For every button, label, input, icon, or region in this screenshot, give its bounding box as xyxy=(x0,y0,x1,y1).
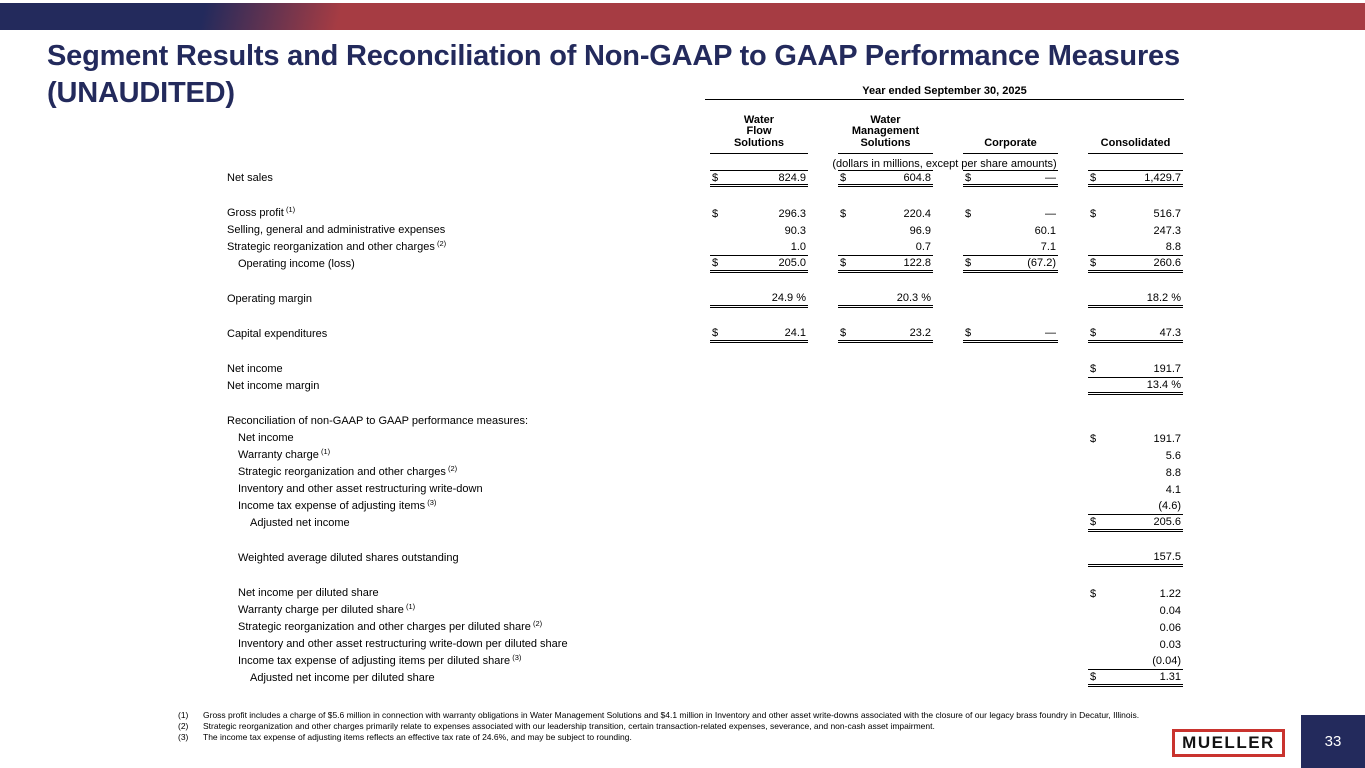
table-row xyxy=(227,670,1184,687)
period-header: Year ended September 30, 2025 xyxy=(705,85,1184,100)
table-cell xyxy=(710,239,808,256)
row-label: Adjusted net income xyxy=(250,517,350,529)
cell-value: 296.3 xyxy=(778,207,806,220)
table-row xyxy=(227,447,1184,464)
dollar-sign: $ xyxy=(965,207,972,220)
page-number: 33 xyxy=(1324,733,1342,750)
table-cell xyxy=(838,222,933,239)
cell-value: — xyxy=(1045,207,1056,220)
dollar-sign: $ xyxy=(1090,257,1097,269)
table-cell xyxy=(838,256,933,273)
row-label: Gross profit $^{(1)}$ xyxy=(227,205,296,219)
table-rows xyxy=(227,170,1184,687)
footnote-ref: (1) xyxy=(283,205,296,214)
cell-value: 47.3 xyxy=(1159,327,1181,339)
table-cell xyxy=(838,170,933,187)
table-row xyxy=(227,619,1184,636)
cell-value: 122.8 xyxy=(903,257,931,269)
dollar-sign: $ xyxy=(840,171,847,184)
dollar-sign: $ xyxy=(1090,587,1097,600)
table-row xyxy=(227,205,1184,222)
column-header-line: Water xyxy=(870,113,901,126)
dollar-sign: $ xyxy=(1090,327,1097,339)
table-cell xyxy=(1088,361,1183,378)
table-cell xyxy=(710,256,808,273)
table-cell xyxy=(1088,550,1183,567)
cell-value: 205.6 xyxy=(1153,516,1181,528)
table-cell xyxy=(963,326,1058,343)
row-label: Adjusted net income per diluted share xyxy=(250,672,435,684)
table-row xyxy=(227,653,1184,670)
table-cell xyxy=(1088,602,1183,619)
table-cell xyxy=(710,291,808,308)
cell-value: 247.3 xyxy=(1153,224,1181,237)
table-cell xyxy=(710,326,808,343)
footnote-number: (3) xyxy=(178,732,189,742)
logo-text: MUELLER xyxy=(1182,733,1275,752)
table-row xyxy=(227,464,1184,481)
mueller-logo xyxy=(1172,729,1285,757)
dollar-sign: $ xyxy=(965,171,972,184)
table-cell xyxy=(710,222,808,239)
table-cell xyxy=(963,205,1058,222)
table-row xyxy=(227,481,1184,498)
dollar-sign: $ xyxy=(712,207,719,220)
cell-value: 205.0 xyxy=(778,257,806,269)
row-label: Operating margin xyxy=(227,293,312,305)
row-label: Net income xyxy=(238,432,294,444)
table-cell xyxy=(1088,291,1183,308)
table-cell xyxy=(838,291,933,308)
cell-value: 24.9 % xyxy=(771,292,806,304)
row-label: Weighted average diluted shares outstanding xyxy=(238,552,459,564)
cell-value: 824.9 xyxy=(778,171,806,184)
cell-value: 8.8 xyxy=(1165,241,1181,253)
cell-value: 260.6 xyxy=(1153,257,1181,269)
table-row xyxy=(227,602,1184,619)
top-accent-band xyxy=(0,3,1365,30)
column-header-line: Consolidated xyxy=(1100,136,1171,149)
table-cell xyxy=(1088,636,1183,653)
table-cell xyxy=(963,256,1058,273)
cell-value: 24.1 xyxy=(784,327,806,339)
table-cell xyxy=(710,170,808,187)
table-row xyxy=(227,498,1184,515)
row-label: Strategic reorganization and other charges $^{(2)}$ xyxy=(227,239,447,253)
table-row xyxy=(227,326,1184,343)
cell-value: 604.8 xyxy=(903,171,931,184)
cell-value: 1.22 xyxy=(1159,587,1181,600)
footnote-number: (2) xyxy=(178,721,189,731)
footnote-ref: (3) xyxy=(510,653,522,662)
footnote-text: Strategic reorganization and other charges primarily relate to expenses associated with our leadership transition, certain transaction-related expenses, severance, and non-cash asset impairment. xyxy=(203,721,935,731)
table-cell xyxy=(1088,378,1183,395)
row-label: Inventory and other asset restructuring write-down xyxy=(238,483,483,495)
footnote-text: Gross profit includes a charge of $5.6 million in connection with warranty obligations in Water Management Solutions and $4.1 million in Inventory and other asset write-downs associated with the closure of our legacy brass foundry in Decatur, Illinois. xyxy=(203,710,1140,720)
table-header xyxy=(227,84,1184,170)
table-cell xyxy=(963,222,1058,239)
dollar-sign: $ xyxy=(965,327,972,339)
table-cell xyxy=(1088,205,1183,222)
table-section-row xyxy=(227,413,1184,430)
dollar-sign: $ xyxy=(965,257,972,269)
cell-value: 8.8 xyxy=(1165,466,1181,479)
table-cell xyxy=(963,170,1058,187)
dollar-sign: $ xyxy=(1090,432,1097,445)
table-cell xyxy=(710,205,808,222)
table-cell xyxy=(838,205,933,222)
cell-value: 191.7 xyxy=(1153,363,1181,375)
table-row xyxy=(227,256,1184,273)
dollar-sign: $ xyxy=(1090,516,1097,528)
footnote-ref: (1) xyxy=(403,602,416,611)
footnote-ref: (3) xyxy=(425,498,437,507)
cell-value: 0.04 xyxy=(1159,604,1181,617)
cell-value: 23.2 xyxy=(909,327,931,339)
dollar-sign: $ xyxy=(840,327,847,339)
table-row xyxy=(227,585,1184,602)
units-note: (dollars in millions, except per share amounts) xyxy=(832,158,1057,170)
row-label: Net income xyxy=(227,363,283,375)
column-header-line: Solutions xyxy=(860,136,911,149)
table-row xyxy=(227,170,1184,187)
cell-value: 18.2 % xyxy=(1146,292,1181,304)
cell-value: 0.03 xyxy=(1159,638,1181,651)
cell-value: 60.1 xyxy=(1034,224,1056,237)
dollar-sign: $ xyxy=(712,327,719,339)
cell-value: 1.31 xyxy=(1159,671,1181,683)
cell-value: (0.04) xyxy=(1152,655,1181,667)
cell-value: 1.0 xyxy=(790,241,806,253)
row-label: Capital expenditures xyxy=(227,328,328,340)
table-cell xyxy=(838,326,933,343)
column-header-line: Corporate xyxy=(984,136,1037,149)
row-label: Net income margin xyxy=(227,380,320,392)
table-cell xyxy=(1088,326,1183,343)
dollar-sign: $ xyxy=(1090,363,1097,375)
cell-value: 191.7 xyxy=(1153,432,1181,445)
column-header xyxy=(963,108,1058,154)
table-row xyxy=(227,222,1184,239)
row-label: Operating income (loss) xyxy=(238,258,355,270)
footnote-ref: (2) xyxy=(530,619,543,628)
row-label: Warranty charge per diluted share $^{(1)}$ xyxy=(238,602,416,616)
table-cell xyxy=(1088,515,1183,532)
dollar-sign: $ xyxy=(712,257,719,269)
cell-value: 0.06 xyxy=(1159,621,1181,634)
table-cell xyxy=(1088,585,1183,602)
row-label: Net sales xyxy=(227,172,273,184)
cell-value: 1,429.7 xyxy=(1144,171,1181,184)
cell-value: 516.7 xyxy=(1153,207,1181,220)
column-header-line: Management xyxy=(851,125,920,137)
dollar-sign: $ xyxy=(1090,671,1097,683)
table-row xyxy=(227,550,1184,567)
row-label: Inventory and other asset restructuring write-down per diluted share xyxy=(238,638,568,650)
row-label: Income tax expense of adjusting items $^{(3)}$ xyxy=(238,498,437,512)
table-row xyxy=(227,430,1184,447)
row-label: Strategic reorganization and other charges per diluted share $^{(2)}$ xyxy=(238,619,543,633)
table-row xyxy=(227,361,1184,378)
column-header-line: Flow xyxy=(746,125,772,137)
cell-value: 5.6 xyxy=(1165,449,1181,462)
table-row xyxy=(227,636,1184,653)
footnote-number: (1) xyxy=(178,710,189,720)
table-cell xyxy=(838,239,933,256)
column-header-line: Water xyxy=(743,113,775,126)
cell-value: 96.9 xyxy=(909,224,931,237)
column-header xyxy=(1088,108,1183,154)
cell-value: 7.1 xyxy=(1040,241,1056,253)
row-label: Selling, general and administrative expenses xyxy=(227,224,446,236)
title-line-2: (UNAUDITED) xyxy=(47,77,235,109)
row-label: Income tax expense of adjusting items per diluted share $^{(3)}$ xyxy=(238,653,522,667)
table-cell xyxy=(1088,447,1183,464)
table-cell xyxy=(1088,256,1183,273)
dollar-sign: $ xyxy=(840,207,847,220)
footnote-ref: (1) xyxy=(318,447,331,456)
row-label: Warranty charge $^{(1)}$ xyxy=(238,447,331,461)
cell-value: — xyxy=(1045,171,1056,184)
table-cell xyxy=(1088,170,1183,187)
footnote-ref: (2) xyxy=(445,464,458,473)
table-cell xyxy=(1088,222,1183,239)
cell-value: 20.3 % xyxy=(896,292,931,304)
column-header-line: Solutions xyxy=(733,136,785,149)
table-cell xyxy=(1088,670,1183,687)
cell-value: 157.5 xyxy=(1153,551,1181,563)
column-header xyxy=(838,108,933,154)
table-cell xyxy=(1088,464,1183,481)
footnote xyxy=(178,710,1358,721)
title-line-1: Segment Results and Reconciliation of Non-GAAP to GAAP Performance Measures xyxy=(47,40,1180,72)
cell-value: 0.7 xyxy=(915,241,931,253)
row-label: Strategic reorganization and other charges $^{(2)}$ xyxy=(238,464,458,478)
dollar-sign: $ xyxy=(840,257,847,269)
table-cell xyxy=(1088,430,1183,447)
cell-value: 90.3 xyxy=(784,224,806,237)
dollar-sign: $ xyxy=(1090,207,1097,220)
cell-value: 4.1 xyxy=(1165,483,1181,496)
footnote-ref: (2) xyxy=(434,239,447,248)
table-cell xyxy=(1088,481,1183,498)
table-row xyxy=(227,515,1184,532)
cell-value: 13.4 % xyxy=(1146,379,1181,391)
table-cell xyxy=(963,239,1058,256)
table-cell xyxy=(1088,619,1183,636)
table-cell xyxy=(1088,239,1183,256)
cell-value: (4.6) xyxy=(1158,500,1181,512)
row-label: Net income per diluted share xyxy=(238,587,379,599)
cell-value: — xyxy=(1045,327,1056,339)
dollar-sign: $ xyxy=(1090,171,1097,184)
column-header xyxy=(710,108,808,154)
table-row xyxy=(227,291,1184,308)
financial-table xyxy=(227,84,1184,687)
page-number-box xyxy=(1301,715,1365,768)
dollar-sign: $ xyxy=(712,171,719,184)
cell-value: (67.2) xyxy=(1027,257,1056,269)
table-row xyxy=(227,239,1184,256)
cell-value: 220.4 xyxy=(903,207,931,220)
table-cell xyxy=(1088,653,1183,670)
table-cell xyxy=(1088,498,1183,515)
table-row xyxy=(227,378,1184,395)
footnote-text: The income tax expense of adjusting items reflects an effective tax rate of 24.6%, and may be subject to rounding. xyxy=(203,732,632,742)
row-label: Reconciliation of non-GAAP to GAAP performance measures: xyxy=(227,415,529,427)
